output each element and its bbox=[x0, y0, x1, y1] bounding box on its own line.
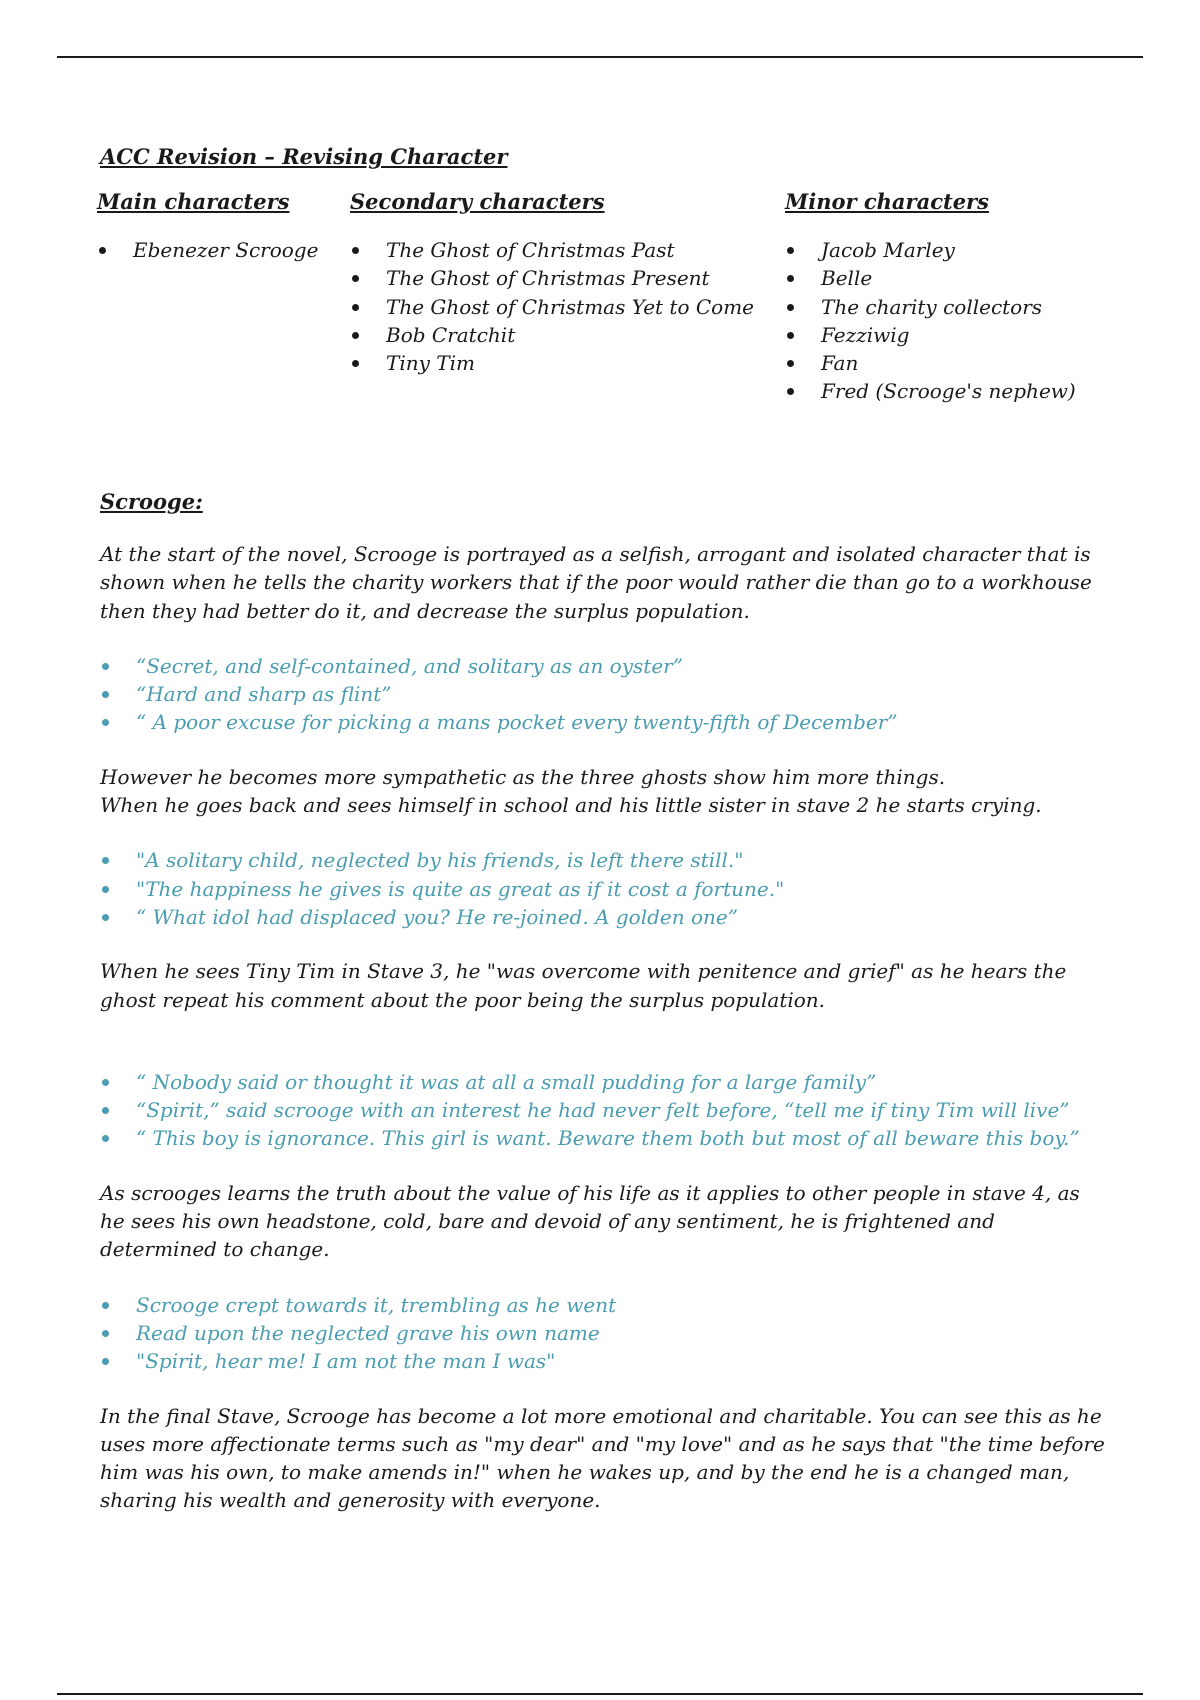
quote-item: “Spirit,” said scrooge with an interest he had never felt before, “tell me if tiny Tim will live” bbox=[100, 1096, 1110, 1124]
minor-characters-list bbox=[785, 236, 1076, 406]
main-characters-column bbox=[97, 189, 318, 264]
character-lists bbox=[97, 189, 1110, 489]
document-body bbox=[97, 144, 1110, 1515]
list-item: Belle bbox=[785, 264, 1076, 292]
quote-item: “Hard and sharp as flint” bbox=[100, 680, 1110, 708]
scrooge-paragraph-2b: When he goes back and sees himself in school and his little sister in stave 2 he starts crying. bbox=[100, 793, 1042, 818]
secondary-characters-heading: Secondary characters bbox=[350, 189, 605, 214]
quote-item: “ Nobody said or thought it was at all a small pudding for a large family” bbox=[100, 1068, 1110, 1096]
minor-characters-column bbox=[785, 189, 1076, 406]
quote-item: Read upon the neglected grave his own name bbox=[100, 1319, 1110, 1347]
quotes-list-1 bbox=[100, 652, 1110, 737]
quote-item: “ This boy is ignorance. This girl is want. Beware them both but most of all beware this boy.” bbox=[100, 1124, 1110, 1152]
quote-item: “Secret, and self-contained, and solitary as an oyster” bbox=[100, 652, 1110, 680]
list-item: Fan bbox=[785, 349, 1076, 377]
quotes-list-2 bbox=[100, 846, 1110, 931]
list-item: The Ghost of Christmas Yet to Come bbox=[350, 293, 754, 321]
secondary-characters-column bbox=[350, 189, 754, 377]
scrooge-paragraph-4: As scrooges learns the truth about the value of his life as it applies to other people in stave 4, as he sees his own headstone, cold, bare and devoid of any sentiment, he is frightened and determined to change. bbox=[100, 1180, 1080, 1262]
quote-item: “ What idol had displaced you? He re-joined. A golden one” bbox=[100, 903, 1110, 931]
list-item: The Ghost of Christmas Present bbox=[350, 264, 754, 292]
list-item: Ebenezer Scrooge bbox=[97, 236, 318, 264]
quote-item: "A solitary child, neglected by his friends, is left there still." bbox=[100, 846, 1110, 874]
list-item: The charity collectors bbox=[785, 293, 1076, 321]
list-item: Fezziwig bbox=[785, 321, 1076, 349]
bottom-rule bbox=[57, 1693, 1143, 1695]
scrooge-paragraph-2a: However he becomes more sympathetic as the three ghosts show him more things. bbox=[100, 764, 946, 789]
secondary-characters-list bbox=[350, 236, 754, 377]
quotes-list-3 bbox=[100, 1068, 1110, 1153]
main-characters-list bbox=[97, 236, 318, 264]
scrooge-heading: Scrooge: bbox=[100, 489, 203, 514]
quote-item: "Spirit, hear me! I am not the man I was" bbox=[100, 1347, 1110, 1375]
main-characters-heading: Main characters bbox=[97, 189, 290, 214]
scrooge-paragraph-1: At the start of the novel, Scrooge is portrayed as a selfish, arrogant and isolated character that is shown when he tells the charity workers that if the poor would rather die than go to a workhouse then they had better do it, and decrease the surplus population. bbox=[100, 542, 1092, 623]
minor-characters-heading: Minor characters bbox=[785, 189, 989, 214]
list-item: Jacob Marley bbox=[785, 236, 1076, 264]
list-item: Tiny Tim bbox=[350, 349, 754, 377]
list-item: The Ghost of Christmas Past bbox=[350, 236, 754, 264]
quote-item: "The happiness he gives is quite as great as if it cost a fortune." bbox=[100, 875, 1110, 903]
page-title: ACC Revision – Revising Character bbox=[100, 144, 508, 169]
quote-item: “ A poor excuse for picking a mans pocket every twenty-fifth of December” bbox=[100, 708, 1110, 736]
scrooge-paragraph-5: In the final Stave, Scrooge has become a lot more emotional and charitable. You can see this as he uses more affectionate terms such as "my dear" and "my love" and as he says that "the time before him was his own, to make amends in!" when he wakes up, and by the end he is a changed man, sharing his wealth and generosity with everyone. bbox=[100, 1403, 1105, 1513]
list-item: Bob Cratchit bbox=[350, 321, 754, 349]
quote-item: Scrooge crept towards it, trembling as he went bbox=[100, 1291, 1110, 1319]
list-item: Fred (Scrooge's nephew) bbox=[785, 377, 1076, 405]
top-rule bbox=[57, 56, 1143, 58]
quotes-list-4 bbox=[100, 1291, 1110, 1376]
scrooge-paragraph-3: When he sees Tiny Tim in Stave 3, he "was overcome with penitence and grief" as he hears the ghost repeat his comment about the poor being the surplus population. bbox=[100, 959, 1067, 1012]
